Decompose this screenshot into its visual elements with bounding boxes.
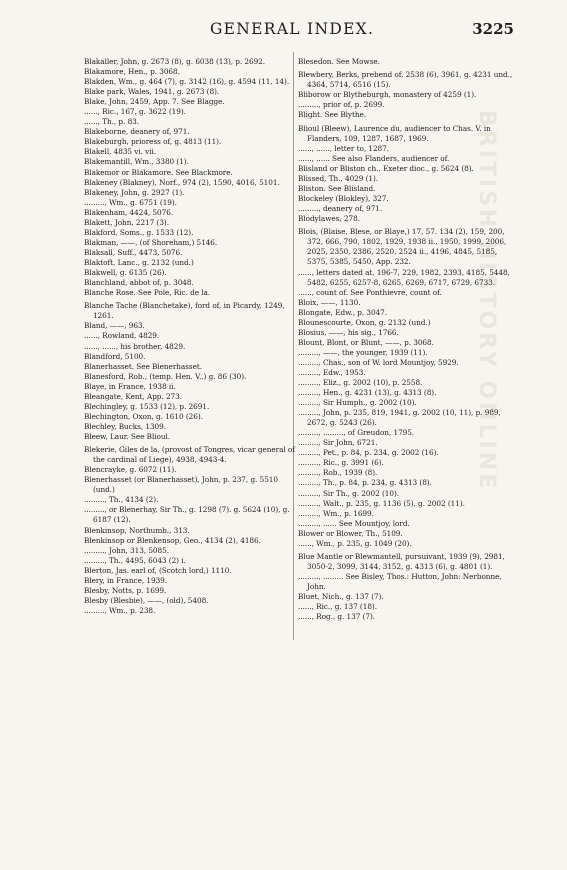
- running-title: GENERAL INDEX.: [210, 20, 375, 38]
- watermark-stamp: BRITISH HISTORY ONLINE: [474, 110, 499, 492]
- index-column-left: [84, 57, 300, 616]
- index-entry: Blakaller, John, g. 2673 (8), g. 6038 (13), p. 2692.: [84, 57, 266, 66]
- index-entry: Blanche Tache (Blanchetake), ford of, in Picardy, 1249, 1261.: [84, 301, 285, 321]
- index-entry: Blenerhasset (or Blanerhasset), John, p. 237, g. 5510 (und.): [84, 475, 278, 495]
- index-entry: ........., Sir John, 6721.: [298, 438, 378, 448]
- index-entry: ......, count of. See Ponthievre, count of.: [298, 287, 442, 297]
- index-entry: ......, ......, letter to, 1287.: [298, 143, 390, 153]
- index-entry: Blakwell, g. 6135 (26).: [84, 267, 167, 277]
- index-entry: Blakeney, John, g. 2927 (1).: [84, 187, 185, 197]
- index-entry: ........., prior of, p. 2699.: [298, 100, 385, 110]
- index-entry: Blandford, 5100.: [84, 351, 146, 361]
- index-entry: ........., Pet., p. 84, p. 234, g. 2002 (16).: [298, 448, 439, 458]
- index-entry: ........., Chas., son of W. lord Mountjoy, 5929.: [298, 357, 459, 367]
- index-entry: Blockeley (Blokley), 327.: [298, 193, 389, 203]
- index-entry: Blight. See Blythe.: [298, 110, 367, 120]
- index-entry: Blanerhasset. See Blenerhasset.: [84, 361, 203, 371]
- page-number: 3225: [472, 20, 514, 38]
- index-entry: Blakenham, 4424, 5076.: [84, 207, 174, 217]
- index-entry: Blisland or Bliston ch., Exeter dioc., g. 5624 (8).: [298, 163, 474, 173]
- index-entry: ......, letters dated at, 196-7, 229, 1982, 2393, 4185, 5448, 5482, 6255, 6257-8, 6265, 6269, 6717, 6729, 6733.: [298, 267, 510, 287]
- index-entry: Blewbery, Berks, prebend of, 2538 (6), 3961, g. 4231 und., 4364, 5714, 6516 (15).: [298, 70, 513, 90]
- index-entry: ......, Ric., 167, g. 3622 (19).: [84, 107, 186, 117]
- index-entry: ........., Walt., p. 235, g. 1136 (5), g. 2002 (11).: [298, 498, 465, 508]
- index-entry: Bliborow or Blytheburgh, monastery of 4259 (1).: [298, 90, 477, 100]
- index-entry: ........., Wm., g. 6751 (19).: [84, 197, 177, 207]
- index-entry: ........., Th., 4134 (2).: [84, 495, 159, 505]
- index-entry: Blanchland, abbot of, p. 3048.: [84, 278, 194, 288]
- index-entry: ........., ...... See Mountjoy, lord.: [298, 518, 410, 528]
- index-entry: Blakeborne, deanery of, 971.: [84, 127, 190, 137]
- index-entry: Blaktoft, Lanc., g. 2132 (und.): [84, 257, 194, 267]
- index-entry: Blenkinsop or Blenkensop, Geo., 4134 (2), 4186.: [84, 535, 261, 545]
- index-entry: Blechington, Oxon, g. 1610 (26).: [84, 411, 203, 421]
- index-entry: Blakeney (Blakney), Norf., 974 (2), 1590, 4016, 5101.: [84, 177, 280, 187]
- index-entry: Blakett, John, 2217 (3).: [84, 217, 169, 227]
- index-entry: Blenkinsop, Northumb., 313.: [84, 525, 190, 535]
- index-entry: Blekerie, Giles de la, (provost of Tongres, vicar general of the cardinal of Liege), 4938, 4943-4.: [84, 445, 295, 465]
- index-entry: ......, ......, his brother, 4829.: [84, 341, 186, 351]
- index-entry: Blaye, in France, 1938 ii.: [84, 381, 176, 391]
- index-entry: Bland, ——, 963.: [84, 321, 145, 331]
- page-header: [84, 20, 514, 40]
- index-entry: Blount, Blont, or Blunt, ——, p. 3068.: [298, 337, 434, 347]
- index-column-right: [298, 57, 516, 622]
- index-entry: Blakden, Wm., g. 464 (7), g. 3142 (16), g. 4594 (11, 14).: [84, 77, 290, 87]
- index-entry: Bluet, Nich., g. 137 (7).: [298, 592, 384, 602]
- index-entry: ........., ——, the younger, 1939 (11).: [298, 347, 428, 357]
- index-entry: Blosius, ——, his sig., 1766.: [298, 327, 399, 337]
- index-entry: ........., Wm., p. 238.: [84, 605, 156, 615]
- index-entry: ........., John, p. 235, 819, 1941, g. 2002 (10, 11), p. 989, 2672, g. 5243 (26).: [298, 408, 501, 428]
- index-entry: Bloix, ——, 1130.: [298, 297, 361, 307]
- index-entry: Blaksall, Suff., 4473, 5076.: [84, 247, 183, 257]
- index-entry: Blerton, Jas. earl of, (Scotch lord,) 1110.: [84, 565, 232, 575]
- index-entry: ........., deanery of, 971.: [298, 204, 383, 214]
- index-entry: ........., Eliz., g. 2002 (10), p. 2558.: [298, 378, 423, 388]
- index-entry: Blesby, Notts, p. 1699.: [84, 585, 167, 595]
- index-entry: ........., Th., p. 84, p. 234, g. 4313 (8).: [298, 478, 432, 488]
- index-entry: ......, Ric., g. 137 (18).: [298, 602, 377, 612]
- index-entry: Blake, John, 2459, App. 7. See Blagge.: [84, 97, 225, 107]
- index-entry: Blery, in France, 1939.: [84, 575, 168, 585]
- index-entry: Blioul (Bleew), Laurence du, audiencer to Chas. V. in Flanders, 109, 1287, 1687, 1969.: [298, 123, 491, 143]
- index-entry: Blechley, Bucks, 1309.: [84, 421, 166, 431]
- index-entry: Blake park, Wales, 1941, g. 2673 (8).: [84, 87, 220, 97]
- index-entry: ........., Sir Th., g. 2002 (10).: [298, 488, 400, 498]
- index-entry: ......, ...... See also Flanders, audiencer of.: [298, 153, 450, 163]
- index-entry: Blongate, Edw., p. 3047.: [298, 307, 388, 317]
- index-entry: ........., ......... See Bisley, Thos.: Hutton, John: Nerbonne, John.: [298, 572, 502, 592]
- index-entry: ........., Th., 4495, 6043 (2) i.: [84, 555, 186, 565]
- index-entry: Bleangate, Kent, App. 273.: [84, 391, 183, 401]
- index-entry: ......, Wm., p. 235, g. 1049 (20).: [298, 538, 412, 548]
- index-entry: Blakford, Soms., g. 1533 (12).: [84, 227, 194, 237]
- index-entry: Blissed, Th., 4029 (1).: [298, 173, 379, 183]
- index-entry: Blois, (Blaise, Blese, or Blaye,) 17, 57. 134 (2), 159, 200, 372, 666, 790, 1802, 1929, 1938 ii., 1950, 1999, 2006, 2025, 2350, 2386, 2520, 2524 ii., 4196, 4845, 5185, 5375, 5385, 5450, App. 232.: [298, 227, 507, 267]
- index-entry: Blencrayke, g. 6072 (11).: [84, 465, 177, 475]
- index-entry: Blechingley, g. 1533 (12), p. 2691.: [84, 401, 210, 411]
- index-entry: Blakell, 4835 vi. vii.: [84, 147, 157, 157]
- index-entry: ........., or Blenerhay, Sir Th., g. 1298 (7). g. 5624 (10), g. 6187 (12).: [84, 505, 290, 525]
- index-entry: Blounescourte, Oxon, g. 2132 (und.): [298, 317, 431, 327]
- index-entry: Blesedon. See Mowse.: [298, 57, 380, 66]
- index-entry: Blakeburgh, prioress of, g. 4813 (11).: [84, 137, 222, 147]
- index-entry: ........., Ric., g. 3991 (6).: [298, 458, 384, 468]
- index-entry: ......, Rowland, 4829.: [84, 331, 160, 341]
- index-entry: ......, Th., p. 83.: [84, 117, 140, 127]
- index-entry: ........., Rob., 1939 (8).: [298, 468, 378, 478]
- index-entry: Bleew, Laur. See Blioul.: [84, 431, 171, 441]
- index-entry: Blodylawes, 278.: [298, 214, 360, 224]
- index-entry: ........., John, 313, 5085.: [84, 545, 169, 555]
- index-entry: Blakemor or Blakamore. See Blackmore.: [84, 167, 233, 177]
- index-entry: ........., ........., of Greudon, 1795.: [298, 428, 415, 438]
- index-entry: ........., Sir Humph., g. 2002 (10).: [298, 398, 417, 408]
- index-entry: Blakemantill, Wm., 3380 (1).: [84, 157, 189, 167]
- index-entry: ........., Hen., g. 4231 (13), g. 4313 (8).: [298, 388, 437, 398]
- index-entry: Blower or Blower, Th., 5109.: [298, 528, 403, 538]
- index-entry: Blanesford, Rob., (temp. Hen. V.,) g. 86 (30).: [84, 371, 247, 381]
- index-entry: Blue Mantle or Blewmantell, pursuivant, 1939 (9), 2981, 3050-2, 3099, 3144, 3152, g. 4313 (6), g. 4801 (1).: [298, 552, 505, 572]
- index-entry: ........., Edw., 1953.: [298, 367, 366, 377]
- index-entry: ........., Wm., p. 1699.: [298, 508, 374, 518]
- index-entry: Blesby (Blesbie), ——, (old), 5408.: [84, 595, 209, 605]
- index-entry: ......, Rog., g. 137 (7).: [298, 612, 376, 622]
- index-entry: Blanche Rose. See Pole, Ric. de la.: [84, 288, 211, 298]
- index-entry: Bliston. See Blisland.: [298, 183, 376, 193]
- index-entry: Blakamore, Hen., p. 3068.: [84, 67, 180, 77]
- index-entry: Blakman, ——, (of Shoreham,) 5146.: [84, 237, 218, 247]
